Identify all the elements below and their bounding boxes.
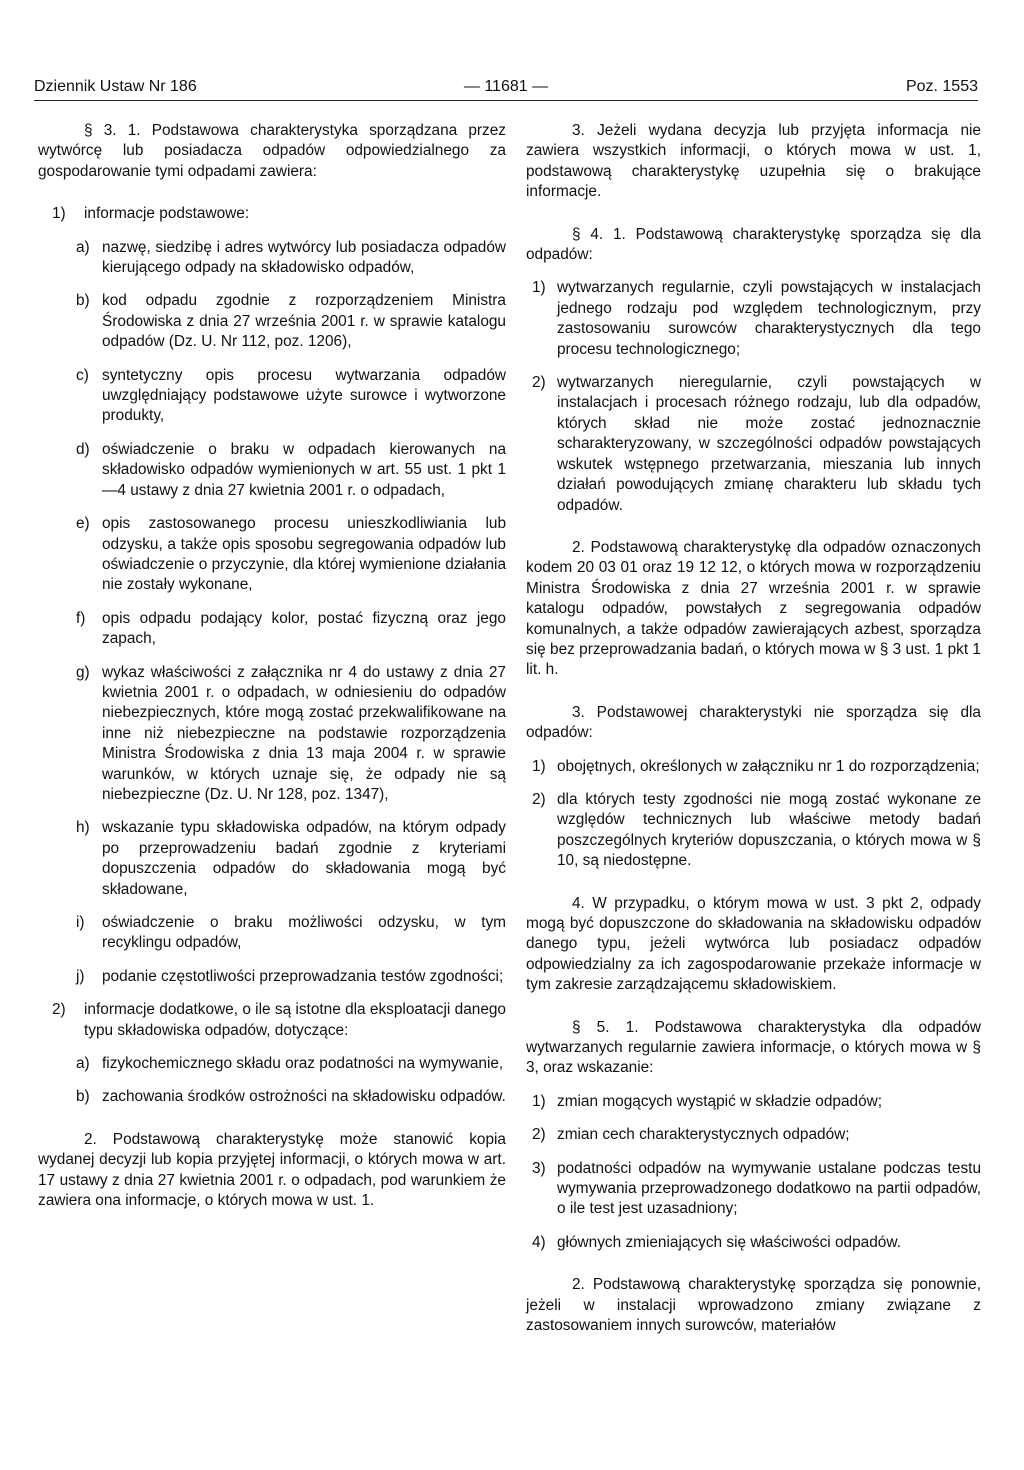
list-marker: 2) [52, 1001, 66, 1019]
list-item-text: syntetyczny opis procesu wytwarzania odpadów uwzględniający podstawowe użyte surowce i wytworzone produkty, [102, 366, 506, 425]
list-marker: f) [76, 609, 86, 627]
section-4-paragraph-4: 4. W przypadku, o którym mowa w ust. 3 pkt 2, odpady mogą być dopuszczone do składowania na składowisku odpadów danego typu, jeżeli wytwórca lub posiadacz odpadów odpowiedzialny za ich zagospodarowanie przekaże informacje w tym zakresie zarządzającemu składowiskiem. [526, 894, 981, 994]
page-header [34, 74, 978, 101]
list-item [38, 238, 506, 279]
list-marker: 1) [52, 205, 66, 223]
list-item-text: opis odpadu podający kolor, postać fizyczną oraz jego zapach, [102, 609, 506, 648]
list-marker: i) [76, 914, 85, 931]
list-item-text: wytwarzanych nieregularnie, czyli powstających w instalacjach i procesach różnego rodzaju, lub dla odpadów, których skład nie może zostać jednoznacznie scharakteryzowany, w szczególności odpadów powstających wskutek wstępnego przetwarzania, mieszania lub innych działań powodujących zmianę charakteru lub składu tych odpadów. [557, 374, 981, 514]
list-marker: 1) [532, 1092, 546, 1110]
left-column [38, 121, 506, 1211]
section-4-paragraph-3: 3. Podstawowej charakterystyki nie sporządza się dla odpadów: [526, 703, 981, 742]
section-5-paragraph-1: § 5. 1. Podstawowa charakterystyka dla odpadów wytwarzanych regularnie zawiera informacje, o których mowa w § 3, oraz wskazanie: [526, 1018, 981, 1077]
list-item-text: informacje podstawowe: [84, 205, 250, 223]
list-item [526, 1233, 981, 1253]
list-item [38, 204, 506, 224]
list-item [526, 1159, 981, 1220]
list-marker: e) [76, 515, 90, 533]
list-marker: g) [76, 663, 90, 681]
list-item-text: dla których testy zgodności nie mogą zostać wykonane ze względów technicznych lub właściwe metody badań poszczególnych kryteriów dopuszczania, o których mowa w § 10, są niedostępne. [557, 790, 981, 870]
section-3-paragraph-1: § 3. 1. Podstawowa charakterystyka sporządzana przez wytwórcę lub posiadacza odpadów odpowiedzialnego za gospodarowanie tymi odpadami zawiera: [38, 122, 506, 180]
list-item-text: podanie częstotliwości przeprowadzania testów zgodności; [102, 967, 504, 985]
list-item [38, 1054, 506, 1074]
list-item [38, 818, 506, 900]
list-item-text: zmian mogących wystąpić w składzie odpadów; [557, 1092, 883, 1110]
section-3-paragraph-3: 3. Jeżeli wydana decyzja lub przyjęta informacja nie zawiera wszystkich informacji, o których mowa w ust. 1, podstawową charakterystykę uzupełnia się o brakujące informacje. [526, 122, 981, 201]
list-marker: 4) [532, 1233, 546, 1251]
list-item-text: zmian cech charakterystycznych odpadów; [557, 1126, 850, 1144]
list-item-text: fizykochemicznego składu oraz podatności na wymywanie, [102, 1055, 504, 1073]
list-item [38, 967, 506, 987]
list-item [526, 1125, 981, 1145]
list-item-text: podatności odpadów na wymywanie ustalane podczas testu wymywania przeprowadzonego dodatkowo na partii odpadów, o ile test jest uzasadniony; [557, 1159, 981, 1218]
list-item [526, 373, 981, 516]
list-item [526, 1092, 981, 1112]
list-item [38, 366, 506, 427]
list-item [38, 913, 506, 954]
list-marker: 1) [532, 279, 546, 297]
list-item [526, 790, 981, 872]
list-marker: a) [76, 1055, 90, 1073]
list-marker: 2) [532, 374, 546, 392]
list-item [526, 757, 981, 777]
page-number: — 11681 — [463, 78, 549, 95]
list-item-text: obojętnych, określonych w załączniku nr 1 do rozporządzenia; [557, 757, 980, 775]
list-item-text: opis zastosowanego procesu unieszkodliwiania lub odzysku, a także opis sposobu segregowania odpadów lub oświadczenie o przyczynie, dla której wymienione działania nie zostały wykonane, [102, 515, 506, 594]
list-item-text: oświadczenie o braku w odpadach kierowanych na składowisko odpadów wymienionych w art. 55 ust. 1 pkt 1—4 ustawy z dnia 27 kwietnia 2001 r. o odpadach, [102, 440, 506, 499]
list-item-text: wytwarzanych regularnie, czyli powstających w instalacjach jednego rodzaju pod względem technologicznym, przy zastosowaniu surowców charakterystycznych dla tego procesu technologicznego; [557, 279, 981, 358]
list-item-text: wykaz właściwości z załącznika nr 4 do ustawy z dnia 27 kwietnia 2001 r. o odpadach, w odniesieniu do odpadów niebezpiecznych, które mogą zostać przekwalifikowane na inne niż niebezpieczne na podstawie rozporządzenia Ministra Środowiska z dnia 13 maja 2004 r. w sprawie warunków, w których uznaje się, że odpady nie są niebezpieczne (Dz. U. Nr 128, poz. 1347), [102, 663, 506, 803]
list-item-text: informacje dodatkowe, o ile są istotne dla eksploatacji danego typu składowiska odpadów, dotyczące: [84, 1001, 506, 1039]
list-item [38, 514, 506, 596]
list-item [38, 663, 506, 806]
list-marker: 2) [532, 790, 546, 808]
list-item [38, 1000, 506, 1041]
list-item-text: głównych zmieniających się właściwości odpadów. [557, 1233, 901, 1251]
section-5-paragraph-2: 2. Podstawową charakterystykę sporządza się ponownie, jeżeli w instalacji wprowadzono zmiany związane z zastosowaniem innych surowców, materiałów [526, 1276, 981, 1335]
right-column [526, 121, 981, 1337]
list-marker: h) [76, 819, 90, 837]
list-item [38, 609, 506, 650]
list-marker: b) [76, 1088, 90, 1106]
position-number: Poz. 1553 [905, 78, 978, 95]
list-item-text: nazwę, siedzibę i adres wytwórcy lub posiadacza odpadów kierującego odpady na składowisko odpadów, [102, 238, 506, 277]
list-item-text: oświadczenie o braku możliwości odzysku, w tym recyklingu odpadów, [102, 914, 506, 952]
section-4-paragraph-1: § 4. 1. Podstawową charakterystykę sporządza się dla odpadów: [526, 225, 981, 264]
list-marker: 2) [532, 1126, 546, 1144]
list-item [38, 1087, 506, 1107]
journal-title: Dziennik Ustaw Nr 186 [34, 78, 197, 95]
list-item [38, 291, 506, 352]
list-item [526, 278, 981, 360]
list-marker: 1) [532, 757, 546, 775]
list-item [38, 440, 506, 501]
list-marker: a) [76, 238, 90, 256]
list-marker: d) [76, 440, 90, 458]
list-marker: j) [76, 967, 85, 985]
list-item-text: zachowania środków ostrożności na składowisku odpadów. [102, 1088, 506, 1106]
list-item-text: kod odpadu zgodnie z rozporządzeniem Ministra Środowiska z dnia 27 września 2001 r. w sprawie katalogu odpadów (Dz. U. Nr 112, poz. 1206), [102, 292, 506, 351]
section-4-paragraph-2: 2. Podstawową charakterystykę dla odpadów oznaczonych kodem 20 03 01 oraz 19 12 12, o których mowa w rozporządzeniu Ministra Środowiska z dnia 27 września 2001 r. w sprawie katalogu odpadów, powstałych z segregowania odpadów komunalnych, a także odpadów zawierających azbest, sporządza się bez przeprowadzania badań, o których mowa w § 3 ust. 1 pkt 1 lit. h. [526, 538, 981, 679]
list-marker: 3) [532, 1159, 546, 1177]
list-item-text: wskazanie typu składowiska odpadów, na którym odpady po przeprowadzeniu badań zgodnie z kryteriami dopuszczenia odpadów do składowania mogą być składowane, [102, 819, 506, 898]
list-marker: b) [76, 292, 90, 310]
section-3-paragraph-2: 2. Podstawową charakterystykę może stanowić kopia wydanej decyzji lub kopia przyjętej informacji, o których mowa w art. 17 ustawy z dnia 27 kwietnia 2001 r. o odpadach, pod warunkiem że zawiera ona informacje, o których mowa w ust. 1. [38, 1130, 506, 1210]
list-marker: c) [76, 366, 89, 384]
